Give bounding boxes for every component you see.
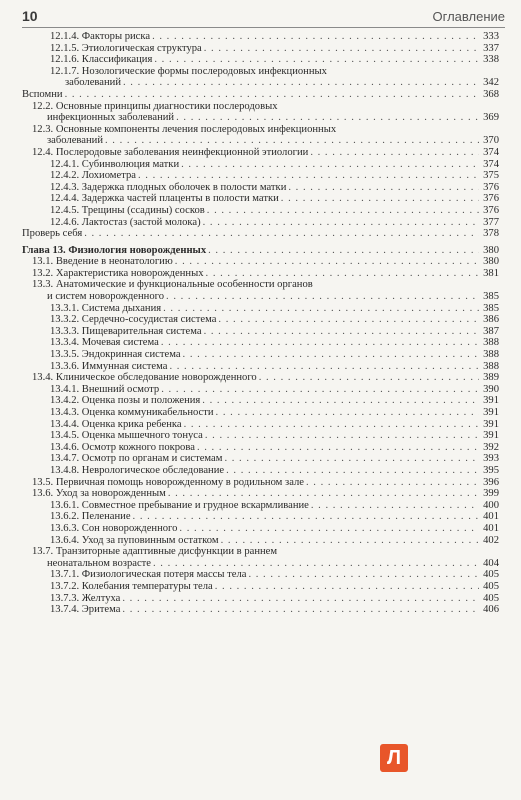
- dot-leader: [203, 217, 479, 229]
- toc-entry: [22, 147, 499, 159]
- toc-entry-line: [22, 245, 499, 257]
- toc-entry: [22, 303, 499, 315]
- toc-entry-line: [50, 54, 499, 66]
- dot-leader: [218, 314, 479, 326]
- toc-page-number: 374: [483, 146, 499, 158]
- toc-entry-title: 13.5. Первичная помощь новорожденному в родильном зале: [32, 476, 304, 488]
- toc-entry-line: [50, 77, 499, 89]
- toc-entry: [22, 89, 499, 101]
- toc-entry-title: 12.1.5. Этиологическая структура: [50, 42, 202, 54]
- toc-entry: [22, 256, 499, 268]
- toc-entry-line: [32, 112, 499, 124]
- toc-entry-title: 13.6. Уход за новорожденным: [32, 488, 166, 500]
- toc-page-number: 376: [483, 193, 499, 205]
- toc-entry-title: 13.3.2. Сердечно-сосудистая система: [50, 314, 217, 326]
- toc-entry-title: 13.4.6. Осмотр кожного покрова: [50, 441, 195, 453]
- dot-leader: [184, 419, 479, 431]
- toc-entry-title: 13.4.5. Оценка мышечного тонуса: [50, 430, 203, 442]
- dot-leader: [175, 256, 479, 268]
- toc-entry-title: 13.3.6. Иммунная система: [50, 360, 168, 372]
- toc-entry-title: заболеваний: [65, 77, 121, 89]
- dot-leader: [311, 500, 479, 512]
- toc-entry-title: 13.3.4. Мочевая система: [50, 337, 159, 349]
- toc-entry: [22, 101, 499, 124]
- running-title: Оглавление: [432, 9, 505, 24]
- toc-entry: [22, 349, 499, 361]
- dot-leader: [133, 511, 479, 523]
- toc-entry-title: 12.4.5. Трещины (ссадины) сосков: [50, 204, 205, 216]
- toc-entry-line: [50, 384, 499, 396]
- dot-leader: [183, 349, 479, 361]
- toc-entry-line: [50, 303, 499, 315]
- toc-entry-line: [50, 419, 499, 431]
- toc-page-number: 337: [483, 42, 499, 54]
- toc-entry-line: [50, 159, 499, 171]
- toc-page-number: 399: [483, 488, 499, 500]
- toc-entry-title: 13.6.2. Пеленание: [50, 511, 131, 523]
- toc-entry-line: [22, 89, 499, 101]
- dot-leader: [224, 453, 479, 465]
- toc-entry-line: [32, 488, 499, 500]
- toc-entry-title: 12.2. Основные принципы диагностики послеродовых: [32, 100, 278, 112]
- toc-entry-title: 12.3. Основные компоненты лечения послеродовых инфекционных: [32, 123, 337, 135]
- toc-entry: [22, 535, 499, 547]
- dot-leader: [181, 159, 479, 171]
- toc-entry-line: [50, 205, 499, 217]
- dot-leader: [122, 604, 479, 616]
- toc-page-number: 391: [483, 395, 499, 407]
- toc-entry-line: [32, 291, 499, 303]
- toc-page-number: 389: [483, 372, 499, 384]
- toc-page-number: 377: [483, 216, 499, 228]
- dot-leader: [310, 147, 479, 159]
- dot-leader: [123, 77, 479, 89]
- toc-entry: [22, 500, 499, 512]
- dot-leader: [259, 372, 479, 384]
- toc-entry-title: 13.4.1. Внешний осмотр: [50, 383, 160, 395]
- toc-entry-title: 12.4.2. Лохиометра: [50, 170, 136, 182]
- toc-entry-line: [50, 31, 499, 43]
- dot-leader: [176, 112, 479, 124]
- toc-entry-line: [32, 147, 499, 159]
- toc-entry-line: [32, 558, 499, 570]
- toc-entry-title: 12.1.7. Нозологические формы послеродовых инфекционных: [50, 65, 327, 77]
- toc-entry-title: 13.3. Анатомические и функциональные особенности органов: [32, 279, 313, 291]
- toc-entry-title: 12.4.4. Задержка частей плаценты в полости матки: [50, 193, 279, 205]
- toc-entry-title: Глава 13. Физиология новорожденных: [22, 244, 207, 256]
- toc-entry: [22, 54, 499, 66]
- toc-entry: [22, 228, 499, 240]
- toc-entry-title: 13.7.2. Колебания температуры тела: [50, 580, 213, 592]
- toc-entry-title: 13.4.7. Осмотр по органам и системам: [50, 453, 223, 465]
- toc-page-number: 370: [483, 135, 499, 147]
- toc-page-number: 378: [483, 228, 499, 240]
- toc-entry: [22, 384, 499, 396]
- toc-entry-title: 13.1. Введение в неонатологию: [32, 256, 173, 268]
- toc-entry-title: 13.3.3. Пищеварительная система: [50, 325, 202, 337]
- toc-entry-line: [50, 523, 499, 535]
- toc-page-number: 368: [483, 88, 499, 100]
- toc-entry: [22, 593, 499, 605]
- dot-leader: [248, 569, 479, 581]
- toc-entry: [22, 453, 499, 465]
- dot-leader: [205, 430, 479, 442]
- toc-entry: [22, 581, 499, 593]
- dot-leader: [161, 337, 479, 349]
- toc-entry: [22, 124, 499, 147]
- toc-entry: [22, 419, 499, 431]
- toc-page-number: 380: [483, 244, 499, 256]
- toc-entry-line: [50, 569, 499, 581]
- toc-page-number: 405: [483, 569, 499, 581]
- toc-entry-line: [50, 407, 499, 419]
- table-of-contents: [22, 31, 499, 616]
- toc-entry-title: 12.4.6. Лактостаз (застой молока): [50, 216, 201, 228]
- toc-entry-line: [50, 500, 499, 512]
- toc-entry: [22, 217, 499, 229]
- toc-page-number: 385: [483, 291, 499, 303]
- toc-entry: [22, 182, 499, 194]
- dot-leader: [221, 535, 479, 547]
- toc-entry: [22, 430, 499, 442]
- toc-page-number: 342: [483, 77, 499, 89]
- dot-leader: [216, 407, 479, 419]
- toc-entry-title: 13.3.1. Система дыхания: [50, 302, 162, 314]
- toc-page-number: 396: [483, 476, 499, 488]
- toc-page-number: 404: [483, 557, 499, 569]
- toc-entry-line: [32, 477, 499, 489]
- toc-page-number: 392: [483, 441, 499, 453]
- toc-entry-line: [50, 337, 499, 349]
- dot-leader: [281, 193, 479, 205]
- toc-page-number: 401: [483, 511, 499, 523]
- toc-entry: [22, 372, 499, 384]
- dot-leader: [152, 31, 479, 43]
- toc-entry-title: 13.7. Транзиторные адаптивные дисфункции в раннем: [32, 546, 278, 558]
- toc-page-number: 388: [483, 337, 499, 349]
- toc-entry-line: [50, 43, 499, 55]
- toc-entry: [22, 361, 499, 373]
- toc-page-number: 387: [483, 325, 499, 337]
- toc-page-number: 391: [483, 407, 499, 418]
- toc-page-number: 401: [483, 522, 499, 534]
- toc-entry: [22, 511, 499, 523]
- dot-leader: [84, 228, 479, 240]
- dot-leader: [226, 465, 479, 477]
- toc-page-number: 405: [483, 580, 499, 592]
- toc-entry-line: [50, 511, 499, 523]
- toc-page-number: 386: [483, 314, 499, 326]
- toc-entry: [22, 170, 499, 182]
- toc-entry-title: 13.4.4. Оценка крика ребенка: [50, 418, 182, 430]
- dot-leader: [204, 326, 479, 338]
- dot-leader: [215, 581, 479, 593]
- dot-leader: [168, 488, 479, 500]
- toc-entry-title: 13.7.3. Желтуха: [50, 592, 121, 604]
- toc-entry-line: [50, 430, 499, 442]
- toc-entry: [22, 268, 499, 280]
- toc-entry-line: [50, 361, 499, 373]
- dot-leader: [154, 54, 479, 66]
- toc-entry-line: [32, 372, 499, 384]
- dot-leader: [153, 558, 479, 570]
- toc-page-number: 388: [483, 360, 499, 372]
- toc-entry-line: [50, 193, 499, 205]
- toc-entry-line: [50, 349, 499, 361]
- toc-entry-line: [50, 593, 499, 605]
- toc-entry-line: [22, 228, 499, 240]
- toc-page-number: 391: [483, 430, 499, 442]
- toc-entry-line: [32, 268, 499, 280]
- toc-entry-line: [50, 604, 499, 616]
- toc-entry-title: Проверь себя: [22, 228, 83, 240]
- toc-page-number: 338: [483, 54, 499, 66]
- toc-page-number: 402: [483, 534, 499, 546]
- toc-entry: [22, 43, 499, 55]
- toc-entry-title: 12.1.6. Классификация: [50, 54, 153, 66]
- toc-page-number: 405: [483, 592, 499, 604]
- toc-entry: [22, 465, 499, 477]
- toc-page-number: 381: [483, 267, 499, 279]
- toc-entry: [22, 407, 499, 419]
- toc-page-number: 393: [483, 453, 499, 465]
- toc-entry: [22, 193, 499, 205]
- toc-entry-line: [32, 135, 499, 147]
- toc-entry-line: [50, 314, 499, 326]
- toc-entry: [22, 477, 499, 489]
- toc-entry-title: инфекционных заболеваний: [47, 112, 175, 124]
- toc-entry-title: 12.4. Послеродовые заболевания неинфекционной этиологии: [32, 146, 309, 158]
- toc-entry-title: 13.2. Характеристика новорожденных: [32, 267, 204, 279]
- toc-entry: [22, 604, 499, 616]
- toc-page-number: 374: [483, 158, 499, 170]
- dot-leader: [166, 291, 479, 303]
- toc-entry: [22, 31, 499, 43]
- dot-leader: [207, 205, 479, 217]
- toc-entry-title: 13.4.8. Неврологическое обследование: [50, 464, 225, 476]
- toc-entry: [22, 442, 499, 454]
- toc-entry-title: 13.6.1. Совместное пребывание и грудное вскармливание: [50, 499, 309, 511]
- toc-entry-title: и систем новорожденного: [47, 291, 165, 303]
- toc-page-number: 385: [483, 302, 499, 314]
- toc-entry-line: [50, 535, 499, 547]
- toc-page-number: 380: [483, 256, 499, 268]
- dot-leader: [65, 89, 479, 101]
- toc-entry-line: [32, 256, 499, 268]
- dot-leader: [306, 477, 479, 489]
- toc-page-number: 376: [483, 181, 499, 193]
- toc-entry-line: [50, 395, 499, 407]
- toc-page-number: 395: [483, 464, 499, 476]
- dot-leader: [138, 170, 479, 182]
- toc-entry-line: [50, 453, 499, 465]
- toc-entry: [22, 314, 499, 326]
- toc-entry-line: [50, 217, 499, 229]
- dot-leader: [163, 303, 479, 315]
- toc-entry-line: [50, 465, 499, 477]
- toc-entry: [22, 337, 499, 349]
- dot-leader: [105, 135, 479, 147]
- toc-entry-title: 13.6.3. Сон новорожденного: [50, 522, 178, 534]
- dot-leader: [288, 182, 479, 194]
- toc-entry-line: [50, 442, 499, 454]
- toc-entry-line: [50, 581, 499, 593]
- toc-entry: [22, 569, 499, 581]
- toc-entry-title: 13.4.2. Оценка позы и положения: [50, 395, 201, 407]
- toc-entry-line: [50, 182, 499, 194]
- toc-page-number: 369: [483, 112, 499, 124]
- toc-entry: [22, 326, 499, 338]
- toc-entry-title: заболеваний: [47, 135, 103, 147]
- dot-leader: [179, 523, 479, 535]
- toc-entry-title: Вспомни: [22, 88, 63, 100]
- toc-entry-title: 13.4.3. Оценка коммуникабельности: [50, 407, 214, 418]
- publisher-logo-icon: Л: [380, 744, 408, 772]
- toc-entry-title: 12.4.1. Субинволюция матки: [50, 158, 180, 170]
- page-header: [22, 8, 505, 26]
- toc-entry: [22, 245, 499, 257]
- header-rule: [22, 27, 505, 28]
- toc-page-number: 391: [483, 418, 499, 430]
- toc-entry-title: 13.7.1. Физиологическая потеря массы тела: [50, 569, 247, 581]
- toc-page-number: 406: [483, 604, 499, 616]
- toc-entry-line: [50, 170, 499, 182]
- toc-page-number: 400: [483, 499, 499, 511]
- toc-page-number: 390: [483, 383, 499, 395]
- toc-page-number: 375: [483, 170, 499, 182]
- dot-leader: [206, 268, 479, 280]
- dot-leader: [208, 245, 479, 257]
- dot-leader: [122, 593, 479, 605]
- toc-entry: [22, 523, 499, 535]
- dot-leader: [169, 361, 479, 373]
- toc-entry-title: неонатальном возрасте: [47, 557, 151, 569]
- toc-page-number: 333: [483, 31, 499, 42]
- toc-entry-title: 13.3.5. Эндокринная система: [50, 349, 181, 361]
- toc-entry: [22, 159, 499, 171]
- toc-entry: [22, 546, 499, 569]
- toc-entry-title: 12.1.4. Факторы риска: [50, 31, 151, 42]
- dot-leader: [202, 395, 479, 407]
- toc-entry-title: 13.7.4. Эритема: [50, 604, 121, 616]
- toc-entry-title: 12.4.3. Задержка плодных оболочек в полости матки: [50, 181, 287, 193]
- toc-entry: [22, 488, 499, 500]
- toc-page-number: 376: [483, 204, 499, 216]
- dot-leader: [197, 442, 479, 454]
- toc-entry-title: 13.6.4. Уход за пуповинным остатком: [50, 534, 219, 546]
- toc-entry: [22, 205, 499, 217]
- toc-page-number: 388: [483, 349, 499, 361]
- toc-entry: [22, 279, 499, 302]
- toc-entry: [22, 395, 499, 407]
- toc-entry-line: [50, 326, 499, 338]
- dot-leader: [204, 43, 479, 55]
- page-number: 10: [22, 8, 38, 24]
- toc-entry: [22, 66, 499, 89]
- toc-entry-title: 13.4. Клиническое обследование новорожденного: [32, 372, 257, 384]
- dot-leader: [161, 384, 479, 396]
